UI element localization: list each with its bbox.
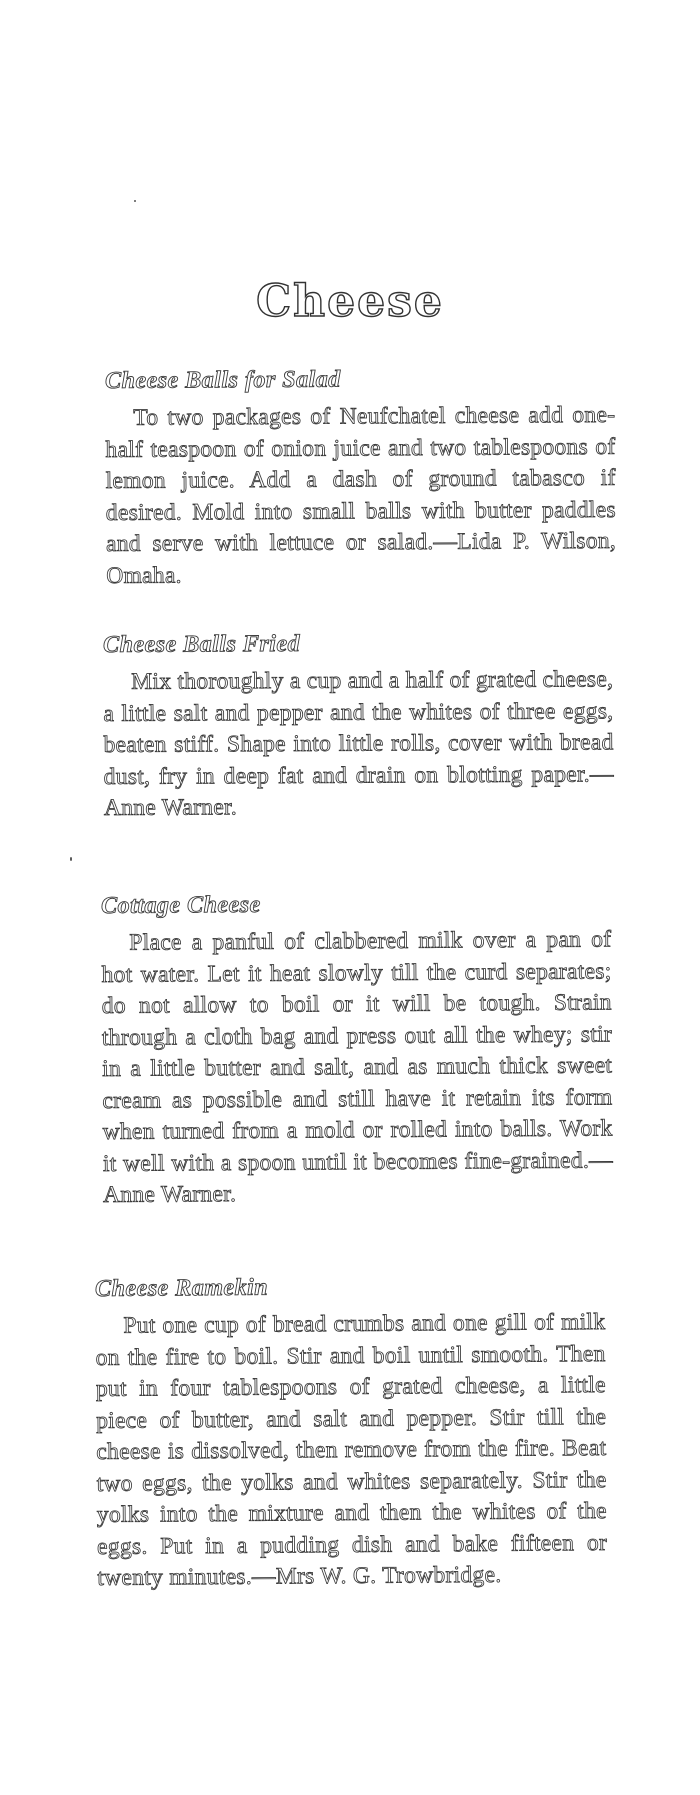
recipe-title: Cheese Balls Fried [103,630,301,658]
recipe-cheese-balls-for-salad [105,365,616,592]
recipe-body: Place a panful of clabbered milk over a pan of hot water. Let it heat slowly till the curd separates; do not allow to boil or it will be tough. Strain through a cloth bag and press out all the whey; stir in a little butter and salt, and as much thick sweet cream as possible and still have it retain its form when turned from a mold or rolled into balls. Work it well with a spoon until it becomes fine-grained.—Anne Warner. [101,926,613,1208]
recipe-cottage-cheese [101,889,613,1211]
recipe-body: To two packages of Neufchatel cheese add one-half teaspoon of onion juice and two tablespoons of lemon juice. Add a dash of ground tabasco if desired. Mold into small balls with butter paddles and serve with lettuce or salad.—Lida P. Wilson, Omaha. [105,401,617,589]
scan-speck [134,200,136,202]
recipe-body: Mix thoroughly a cup and a half of grated cheese, a little salt and pepper and the whites of three eggs, beaten stiff. Shape into little rolls, cover with bread dust, fry in deep fat and drain on blotting paper.—Anne Warner. [103,666,614,821]
recipe-cheese-balls-fried [103,629,614,824]
recipe-title: Cottage Cheese [101,891,261,919]
recipe-cheese-ramekin [95,1272,607,1594]
scan-speck [70,857,72,861]
recipe-title: Cheese Ramekin [95,1274,269,1302]
recipe-body: Put one cup of bread crumbs and one gill of milk on the fire to boil. Stir and boil until smooth. Then put in four tablespoons of grated cheese, a little piece of butter, and salt and pepper. Stir till the cheese is dissolved, then remove from the fire. Beat two eggs, the yolks and whites separately. Stir the yolks into the mixture and then the whites of the eggs. Put in a pudding dish and bake fifteen or twenty minutes.—Mrs W. G. Trowbridge. [95,1308,608,1591]
recipe-title: Cheese Balls for Salad [105,366,341,394]
page-title: Cheese [256,276,444,327]
